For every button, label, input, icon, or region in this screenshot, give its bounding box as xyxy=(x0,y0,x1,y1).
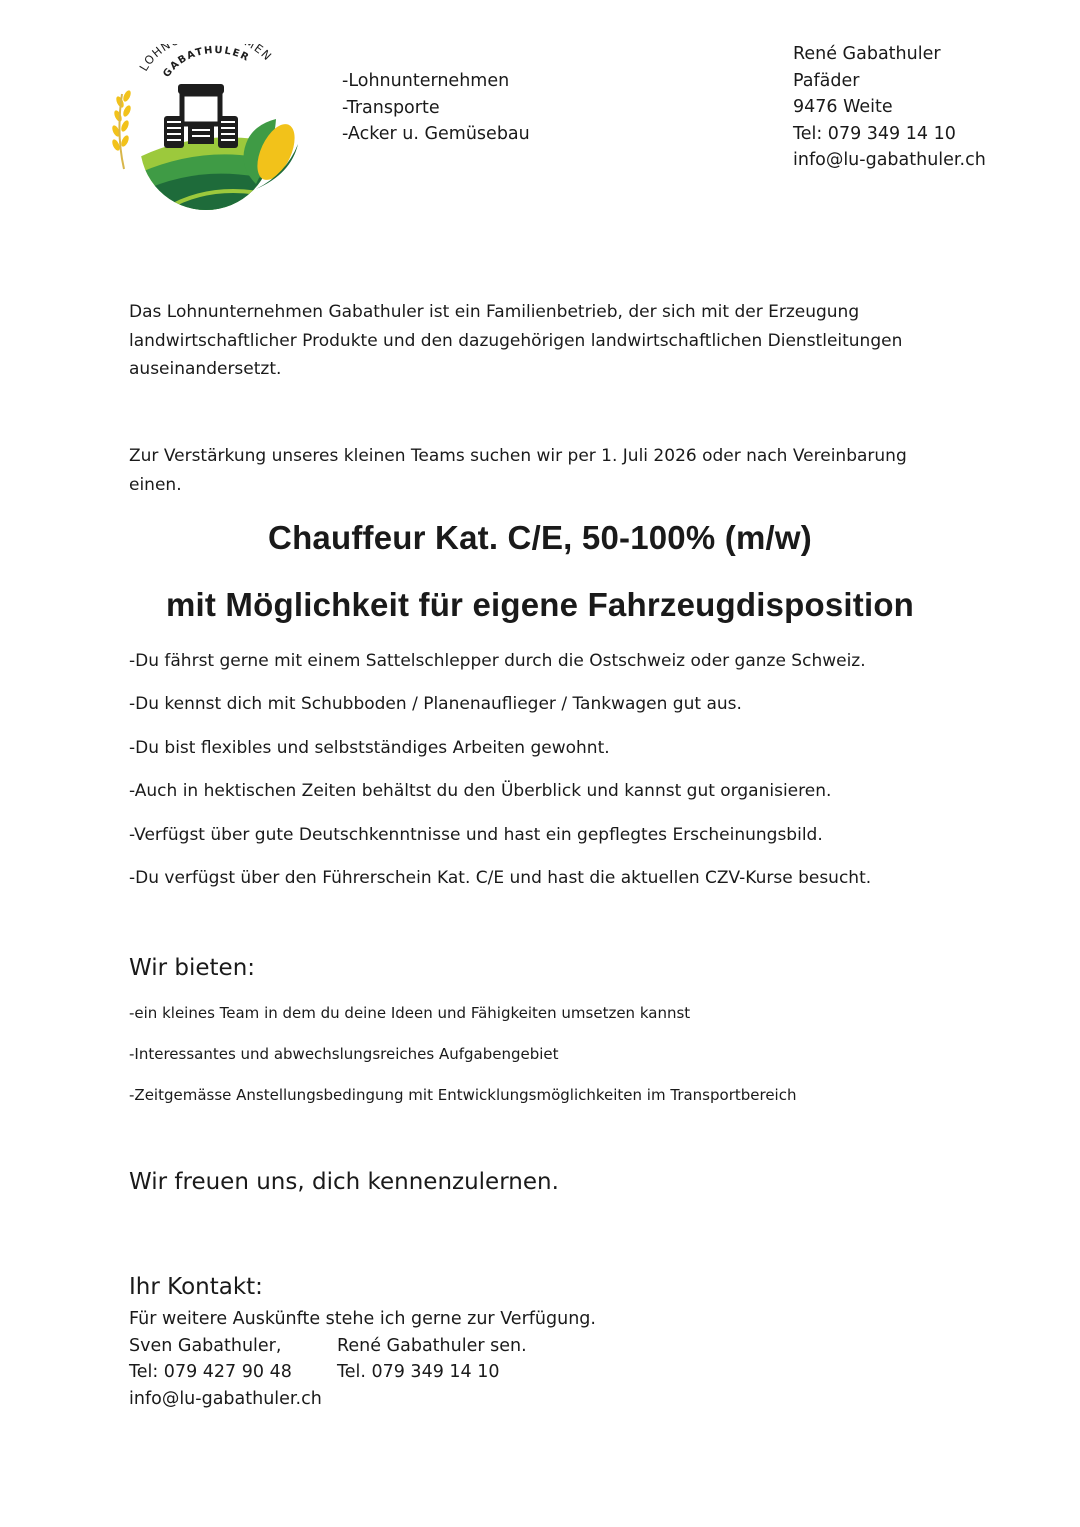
tractor-icon xyxy=(164,84,238,148)
requirement-item: -Du bist flexibles und selbstständiges Arbeiten gewohnt. xyxy=(129,737,610,758)
service-item: -Transporte xyxy=(342,97,440,118)
requirement-item: -Auch in hektischen Zeiten behältst du den Überblick und kannst gut organisieren. xyxy=(129,781,832,802)
offer-heading: Wir bieten: xyxy=(129,955,256,981)
tractor-corn-field-logo-icon xyxy=(106,44,306,214)
intro-paragraph xyxy=(129,298,959,384)
address-street: Pafäder xyxy=(793,70,860,91)
intro-line: landwirtschaftlicher Produkte und den dazugehörigen landwirtschaftlichen Dienstleitungen xyxy=(129,330,903,351)
service-item: -Lohnunternehmen xyxy=(342,71,510,91)
intro-line: Das Lohnunternehmen Gabathuler ist ein Familienbetrieb, der sich mit der Erzeugung xyxy=(129,302,860,322)
requirement-item: -Verfügst über gute Deutschkenntnisse und hast ein gepflegtes Erscheinungsbild. xyxy=(129,824,823,845)
intro-line: auseinandersetzt. xyxy=(129,359,282,379)
contact-person2-phone: Tel. 079 349 14 10 xyxy=(337,1362,500,1382)
logo-arc-text-2: GABATHULER xyxy=(161,44,252,80)
requirement-item: -Du fährst gerne mit einem Sattelschlepper durch die Ostschweiz oder ganze Schweiz. xyxy=(129,651,866,671)
offer-item: -ein kleines Team in dem du deine Ideen und Fähigkeiten umsetzen kannst xyxy=(129,1004,691,1022)
contact-phones-row xyxy=(129,1359,596,1386)
logo-arc-text-1: LOHN EN xyxy=(136,44,276,74)
requirements-list xyxy=(129,649,871,909)
address-block xyxy=(793,41,986,174)
requirement-item: -Du verfügst über den Führerschein Kat. C/E und hast die aktuellen CZV-Kurse besucht. xyxy=(129,867,872,888)
requirement-item: -Du kennst dich mit Schubboden / Planenauflieger / Tankwagen gut aus. xyxy=(129,694,742,715)
service-item: -Acker u. Gemüsebau xyxy=(342,124,530,144)
address-city: 9476 Weite xyxy=(793,97,893,117)
contact-heading: Ihr Kontakt: xyxy=(129,1274,263,1300)
contact-person1-name: Sven Gabathuler, xyxy=(129,1335,282,1356)
offer-item: -Zeitgemässe Anstellungsbedingung mit Entwicklungsmöglichkeiten im Transportbereich xyxy=(129,1086,797,1104)
job-subtitle: mit Möglichkeit für eigene Fahrzeugdisposition xyxy=(165,586,915,623)
contact-block xyxy=(129,1306,596,1412)
closing-text: Wir freuen uns, dich kennenzulernen. xyxy=(129,1169,559,1195)
contact-person2-name: René Gabathuler sen. xyxy=(337,1335,527,1356)
search-line: einen. xyxy=(129,474,182,495)
corn-icon xyxy=(244,118,303,189)
services-list xyxy=(342,68,530,148)
job-title: Chauffeur Kat. C/E, 50-100% (m/w) xyxy=(268,519,812,556)
contact-email: info@lu-gabathuler.ch xyxy=(129,1388,322,1409)
offer-item: -Interessantes und abwechslungsreiches Aufgabengebiet xyxy=(129,1045,559,1063)
address-phone: Tel: 079 349 14 10 xyxy=(793,123,956,144)
contact-person1-phone: Tel: 079 427 90 48 xyxy=(129,1362,292,1382)
search-line: Zur Verstärkung unseres kleinen Teams suchen wir per 1. Juli 2026 oder nach Vereinbarung xyxy=(129,446,907,466)
contact-intro: Für weitere Auskünfte stehe ich gerne zur Verfügung. xyxy=(129,1309,596,1329)
contact-names-row xyxy=(129,1333,596,1360)
address-name: René Gabathuler xyxy=(793,44,941,64)
company-logo xyxy=(106,44,306,214)
search-paragraph xyxy=(129,442,959,499)
address-email: info@lu-gabathuler.ch xyxy=(793,150,986,170)
offer-list xyxy=(129,1002,796,1125)
